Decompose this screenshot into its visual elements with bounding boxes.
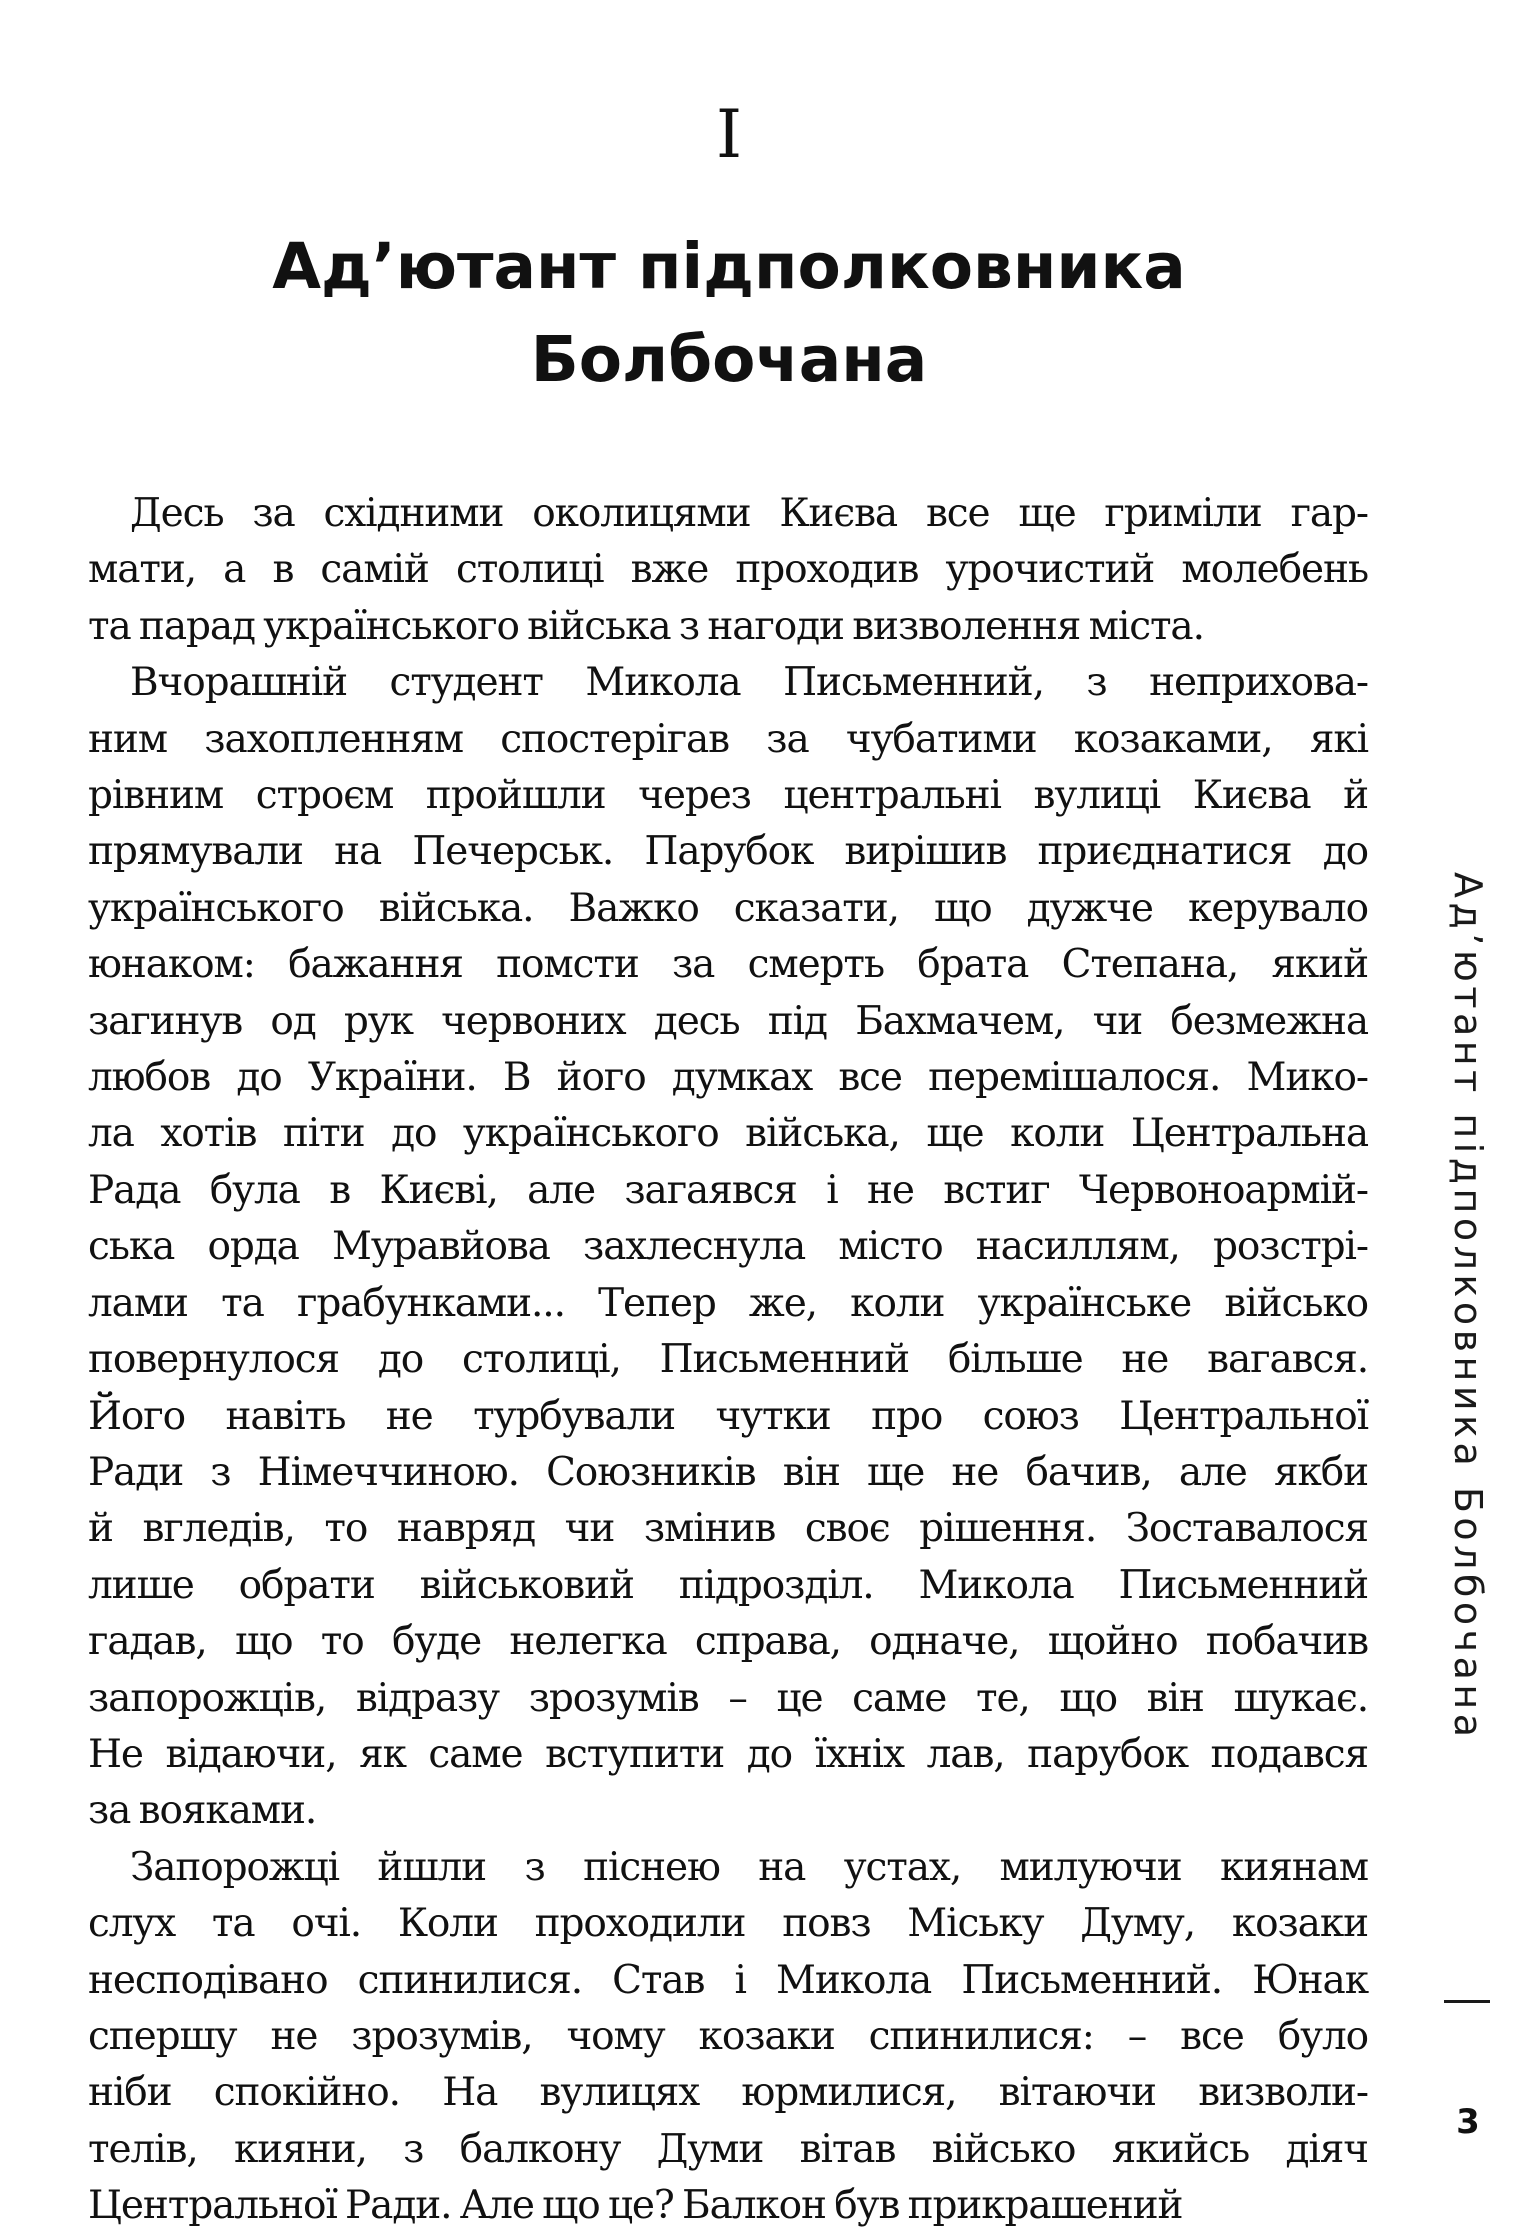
text-line: прямували на Печерськ. Парубок вирішив приєднатися до [88,829,1368,875]
paragraph [88,486,1368,655]
paragraph [88,655,1368,1840]
paragraph [88,1840,1368,2235]
text-line: спершу не зрозумів, чому козаки спинилися: – все було [88,2013,1368,2059]
text-line: любов до України. В його думках все перемішалося. Мико- [88,1055,1368,1101]
chapter-title-line: Болбочана [530,323,928,396]
text-line: Центральної Ради. Але що це? Балкон був прикрашений [88,2183,1183,2229]
text-line: Ради з Німеччиною. Союзників він ще не бачив, але якби [88,1449,1368,1495]
text-line: загинув од рук червоних десь під Бахмачем, чи безмежна [88,998,1368,1044]
text-line: слух та очі. Коли проходили повз Міську Думу, козаки [88,1901,1368,1947]
text-line: й вгледів, то навряд чи змінив своє рішення. Зоставалося [88,1506,1368,1552]
text-line: українського війська. Важко сказати, що дужче керувало [88,885,1368,931]
chapter-number: I [715,96,743,173]
text-line: несподівано спинилися. Став і Микола Письменний. Юнак [88,1957,1368,2003]
text-line: ська орда Муравйова захлеснула місто насиллям, розстрі- [88,1224,1368,1270]
text-line: запорожців, відразу зрозумів – це саме те, що він шукає. [88,1675,1368,1721]
text-line: Не відаючи, як саме вступити до їхніх лав, парубок подався [88,1731,1368,1777]
text-line: гадав, що то буде нелегка справа, одначе, щойно побачив [88,1619,1368,1665]
body-text [88,486,1368,2235]
text-line: за вояками. [88,1788,317,1834]
text-line: лише обрати військовий підрозділ. Микола Письменний [88,1562,1368,1608]
text-line: рівним строєм пройшли через центральні вулиці Києва й [88,773,1368,819]
text-line: та парад українського війська з нагоди визволення міста. [88,603,1204,649]
text-line: повернулося до столиці, Письменний більше не вагався. [88,1337,1368,1383]
text-line: лами та грабунками... Тепер же, коли українське військо [88,1280,1368,1326]
text-line: Його навіть не турбували чутки про союз Центральної [88,1393,1368,1439]
margin-rule [1444,2000,1490,2003]
text-line: юнаком: бажання помсти за смерть брата Степана, який [88,942,1368,988]
text-line: Запорожці йшли з піснею на устах, милуючи киянам [130,1844,1368,1890]
page-number: 3 [1456,2102,1480,2142]
text-line: мати, а в самій столиці вже проходив урочистий молебень [88,547,1368,593]
text-line: ним захопленням спостерігав за чубатими козаками, які [88,716,1368,762]
running-header: Ад’ютант підполковника Болбочана [1446,872,1490,1742]
text-line: Рада була в Києві, але загаявся і не встиг Червоноармій- [88,1167,1368,1213]
text-line: ніби спокійно. На вулицях юрмилися, вітаючи визволи- [88,2070,1368,2116]
text-line: ла хотів піти до українського війська, ще коли Центральна [88,1111,1368,1157]
chapter-title-line: Ад’ютант підполковника [272,230,1186,303]
chapter-title [0,220,1458,406]
text-line: Вчорашній студент Микола Письменний, з неприхова- [130,660,1368,706]
text-line: Десь за східними околицями Києва все ще гриміли гар- [130,491,1368,536]
text-line: телів, кияни, з балкону Думи вітав військо якийсь діяч [88,2126,1368,2172]
